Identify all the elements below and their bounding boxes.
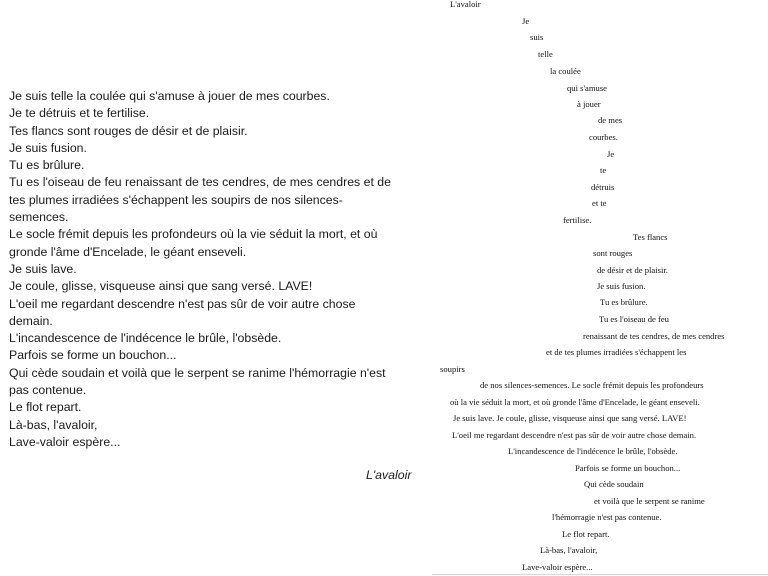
- calligram-line: et te: [592, 198, 607, 208]
- poem-line: Là-bas, l'avaloir,: [9, 417, 98, 432]
- calligram-line: renaissant de tes cendres, de mes cendres: [583, 331, 725, 341]
- panel-bottom-rule: [432, 574, 768, 575]
- poem-line: Tu es brûlure.: [9, 158, 85, 173]
- poem-caption: L'avaloir: [366, 468, 412, 482]
- poem-line: tes plumes irradiées s'échappent les soupirs de nos silences-: [9, 192, 343, 207]
- calligram-line: qui s'amuse: [567, 83, 607, 93]
- calligram-line: de nos silences-semences. Le socle frémit depuis les profondeurs: [480, 380, 704, 390]
- calligram-line: Je: [607, 149, 615, 159]
- calligram-line: courbes.: [589, 132, 618, 142]
- calligram-line: te: [600, 165, 607, 175]
- poem-line: L'oeil me regardant descendre n'est pas sûr de voir autre chose: [9, 296, 356, 311]
- poem-line: Je suis lave.: [9, 261, 77, 276]
- poem-line: Tu es l'oiseau de feu renaissant de tes cendres, de mes cendres et de: [9, 175, 391, 190]
- poem-line: pas contenue.: [9, 383, 87, 398]
- calligram-line: telle: [538, 49, 553, 59]
- calligram-line: Lave-valoir espère...: [522, 562, 593, 572]
- left-poem-block: [9, 88, 409, 451]
- poem-line: Je suis fusion.: [9, 140, 87, 155]
- calligram-line: suis: [530, 32, 544, 42]
- calligram-line: l'hémorragie n'est pas contenue.: [552, 512, 662, 522]
- calligram-line: Là-bas, l'avaloir,: [540, 545, 598, 555]
- poem-line: Je te détruis et te fertilise.: [9, 106, 150, 121]
- calligram-line: Je: [522, 16, 530, 26]
- calligram-line: de mes: [598, 115, 623, 125]
- calligram-line: où la vie séduit la mort, et où gronde l'âme d'Encelade, le géant enseveli.: [450, 397, 700, 407]
- poem-line: Le flot repart.: [9, 400, 82, 415]
- calligram-line: Tes flancs: [633, 232, 668, 242]
- calligram-line: soupirs: [440, 364, 465, 374]
- calligram-line: détruis: [591, 182, 615, 192]
- calligram-line: Je suis fusion.: [597, 281, 646, 291]
- calligram-line: la coulée: [550, 66, 581, 76]
- poem-line: gronde l'âme d'Encelade, le géant enseveli.: [9, 244, 247, 259]
- calligram-line: à jouer: [577, 99, 601, 109]
- calligram-line: fertilise.: [563, 215, 592, 225]
- poem-line: L'incandescence de l'indécence le brûle, l'obsède.: [9, 331, 282, 346]
- poem-line: Je suis telle la coulée qui s'amuse à jouer de mes courbes.: [9, 89, 330, 103]
- calligram-line: L'oeil me regardant descendre n'est pas sûr de voir autre chose demain.: [452, 430, 697, 440]
- calligram-line: et voilà que le serpent se ranime: [594, 496, 705, 506]
- calligram-line: sont rouges: [593, 248, 633, 258]
- poem-line: Je coule, glisse, visqueuse ainsi que sang versé. LAVE!: [9, 279, 313, 294]
- poem-line: Tes flancs sont rouges de désir et de plaisir.: [9, 123, 248, 138]
- calligram-line: de désir et de plaisir.: [597, 265, 668, 275]
- poem-line: semences.: [9, 210, 69, 225]
- poem-line: Qui cède soudain et voilà que le serpent se ranime l'hémorragie n'est: [9, 365, 386, 380]
- poem-line: Parfois se forme un bouchon...: [9, 348, 177, 363]
- calligram-line: Tu es l'oiseau de feu: [599, 314, 669, 324]
- calligram-poem-panel: [432, 0, 768, 576]
- calligram-line: Tu es brûlure.: [600, 297, 648, 307]
- poem-line: demain.: [9, 313, 53, 328]
- calligram-line: Qui cède soudain: [584, 479, 644, 489]
- calligram-line: L'avaloir: [450, 0, 481, 9]
- poem-line: Le socle frémit depuis les profondeurs où la vie séduit la mort, et où: [9, 227, 378, 242]
- calligram-line: Parfois se forme un bouchon...: [575, 463, 681, 473]
- calligram-line: Je suis lave. Je coule, glisse, visqueuse ainsi que sang versé. LAVE!: [453, 413, 687, 423]
- calligram-line: L'incandescence de l'indécence le brûle, l'obsède.: [508, 446, 678, 456]
- calligram-line: et de tes plumes irradiées s'échappent les: [546, 347, 687, 357]
- poem-line: Lave-valoir espère...: [9, 434, 121, 449]
- calligram-line: Le flot repart.: [562, 529, 610, 539]
